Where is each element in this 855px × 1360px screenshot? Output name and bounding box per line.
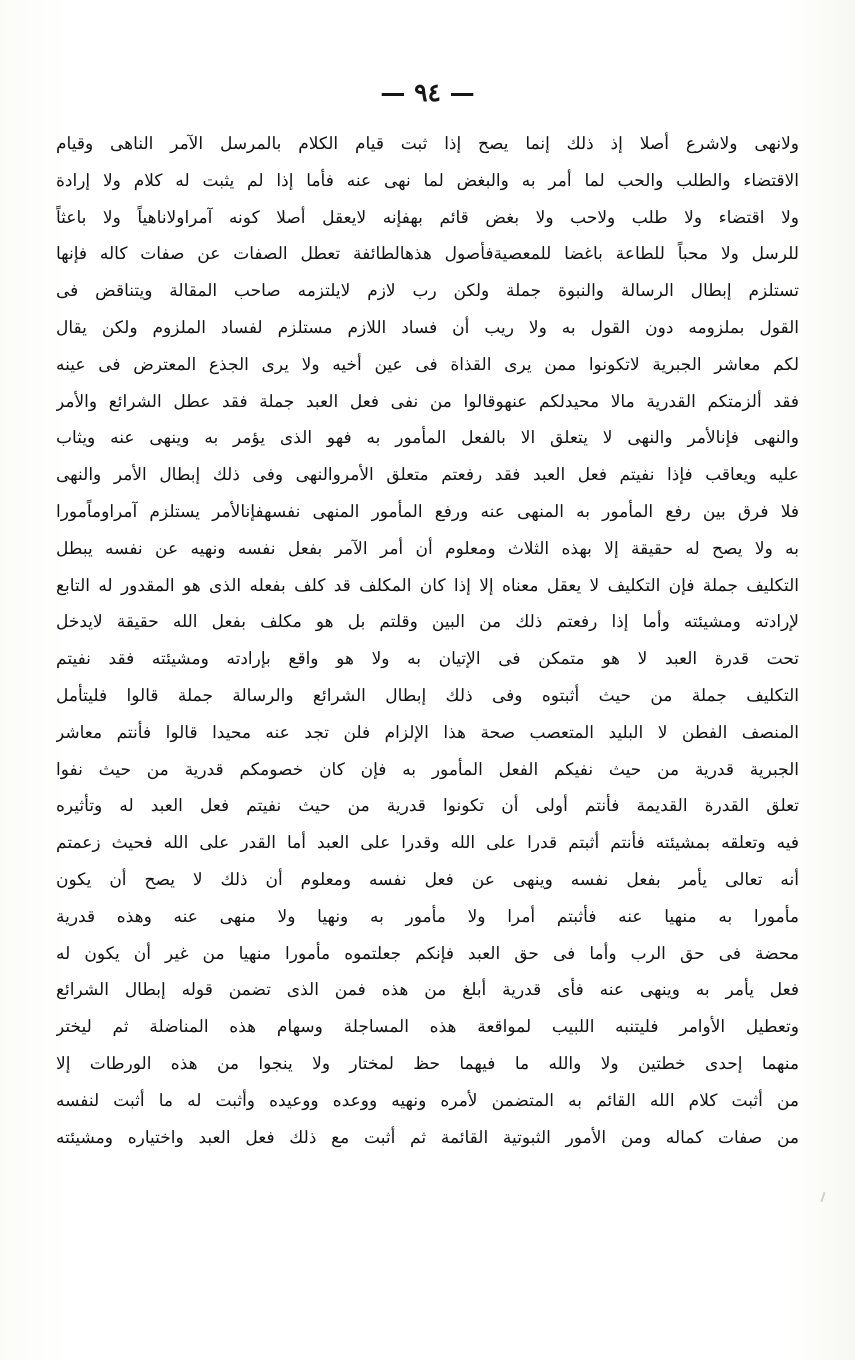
text-line: التكليف جملة فإن التكليف لا يعقل معناه إلا إذا كان المكلف قد كلف بفعله الذى هو المقدور له التابع bbox=[56, 575, 799, 596]
text-line: عليه ويعاقب فإذا نفيتم فعل العبد فقد رفعتم متعلق الأمروالنهى وفى ذلك إبطال الأمر والنهى bbox=[56, 465, 799, 486]
text-line: فعل يأمر به وينهى عنه فأى قدرية أبلغ من هذه فمن الذى تضمن قوله إبطال الشرائع bbox=[56, 980, 799, 1001]
text-line: من صفات كماله ومن الأمور الثبوتية القائمة ثم أثبت مع ذلك فعل العبد واختياره ومشيئته bbox=[56, 1127, 799, 1148]
text-line: تعلق القدرة القديمة فأنتم أولى أن تكونوا قدرية من حيث نفيتم فعل العبد له وتأثيره bbox=[56, 796, 799, 817]
text-line: فقد ألزمتكم القدرية مالا محيدلكم عنهوقالوا من نفى فعل العبد جملة فقد عطل الشرائع والأمر bbox=[56, 391, 799, 412]
text-line: أنه تعالى يأمر بفعل نفسه وينهى عن فعل نفسه ومعلوم أن ذلك لا يصح أن يكون bbox=[56, 869, 799, 890]
text-line: من أثبت كلام الله القائم به المتضمن لأمره ونهيه ووعده ووعيده وأثبت له ما أثبت لنفسه bbox=[56, 1090, 799, 1111]
scan-edge-mark bbox=[821, 1192, 826, 1202]
text-line: المنصف الفطن لا البليد المتعصب صحة هذا الإلزام فلن تجد عنه محيدا قالوا فأنتم معاشر bbox=[56, 722, 799, 743]
text-line: التكليف جملة من حيث أثبتوه وفى ذلك إبطال الشرائع والرسالة جملة قالوا فليتأمل bbox=[56, 685, 799, 706]
text-line: فيه وتعلقه بمشيئته فأنتم أثبتم قدرا على الله وقدرا على العبد أما القدر على الله فحيث زعمتم bbox=[56, 833, 799, 854]
text-line: تستلزم إبطال الرسالة والنبوة جملة ولكن رب لازم لايلتزمه صاحب المقالة ويتناقض فى bbox=[56, 281, 799, 302]
text-line: به ولا يصح له حقيقة إلا بهذه الثلاث ومعلوم أن أمر الآمر بفعل نفسه ونهيه عن نفسه يبطل bbox=[56, 538, 799, 559]
text-line: القول بملزومه دون القول به ولا ريب أن فساد اللازم مستلزم لفساد الملزوم ولكن يقال bbox=[56, 317, 799, 338]
text-line: لإرادته ومشيئته وأما إذا رفعتم ذلك من البين وقلتم بل هو مكلف بفعل الله حقيقة لايدخل bbox=[56, 612, 799, 633]
text-line: والنهى فإنالأمر والنهى لا يتعلق الا بالفعل المأمور به فهو الذى يؤمر به وينهى عنه ويثاب bbox=[56, 428, 799, 449]
arabic-text-block bbox=[56, 126, 799, 1156]
text-line: وتعطيل الأوامر فليتنبه اللبيب لمواقعة هذه المساجلة وسهام هذه المناضلة ثم ليختر bbox=[56, 1017, 799, 1038]
text-line: ولا اقتضاء ولا طلب ولاحب ولا بغض قائم بهفإنه لايعقل أصلا كونه آمراولاناهياً ولا باعثاً bbox=[56, 207, 799, 228]
text-line: الاقتضاء والطلب والحب لما أمر به والبغض لما نهى عنه فأما إذا لم يثبت له كلام ولا إرادة bbox=[56, 170, 799, 191]
text-line: الجبرية قدرية من حيث نفيكم الفعل المأمور به فإن كان خصومكم قدرية من حيث نفوا bbox=[56, 759, 799, 780]
text-line: لكم معاشر الجبرية لاتكونوا ممن يرى القذاة فى عين أخيه ولا يرى الجذع المعترض فى عينه bbox=[56, 354, 799, 375]
text-line: فلا فرق بين رفع المأمور به المنهى عنه ورفع المأمور المنهى نفسهفإنالأمر يستلزم آمراوماًمورا bbox=[56, 501, 799, 522]
text-line: للرسل ولا محباً للطاعة باغضا للمعصيةفأصول هذهالطائفة تعطل الصفات عن صفات كاله فإنها bbox=[56, 244, 799, 265]
text-line: تحت قدرة العبد لا هو متمكن فى الإتيان به ولا هو واقع بإرادته ومشيئته فقد نفيتم bbox=[56, 649, 799, 670]
text-line: مأمورا به منهيا عنه فأثبتم أمرا ولا مأمور به ونهيا ولا منهى عنه وهذه قدرية bbox=[56, 906, 799, 927]
text-line: منهما إحدى خطتين ولا والله ما فيهما حظ لمختار ولا ينجوا من هذه الورطات إلا bbox=[56, 1053, 799, 1074]
text-line: محضة فى حق الرب وأما فى حق العبد فإنكم جعلتموه مأمورا منهيا من غير أن يكون له bbox=[56, 943, 799, 964]
text-line: ولانهى ولاشرع أصلا إذ ذلك إنما يصح إذا ثبت قيام الكلام بالمرسل الآمر الناهى وقيام bbox=[56, 134, 799, 154]
page-number: — ٩٤ — bbox=[380, 78, 475, 107]
